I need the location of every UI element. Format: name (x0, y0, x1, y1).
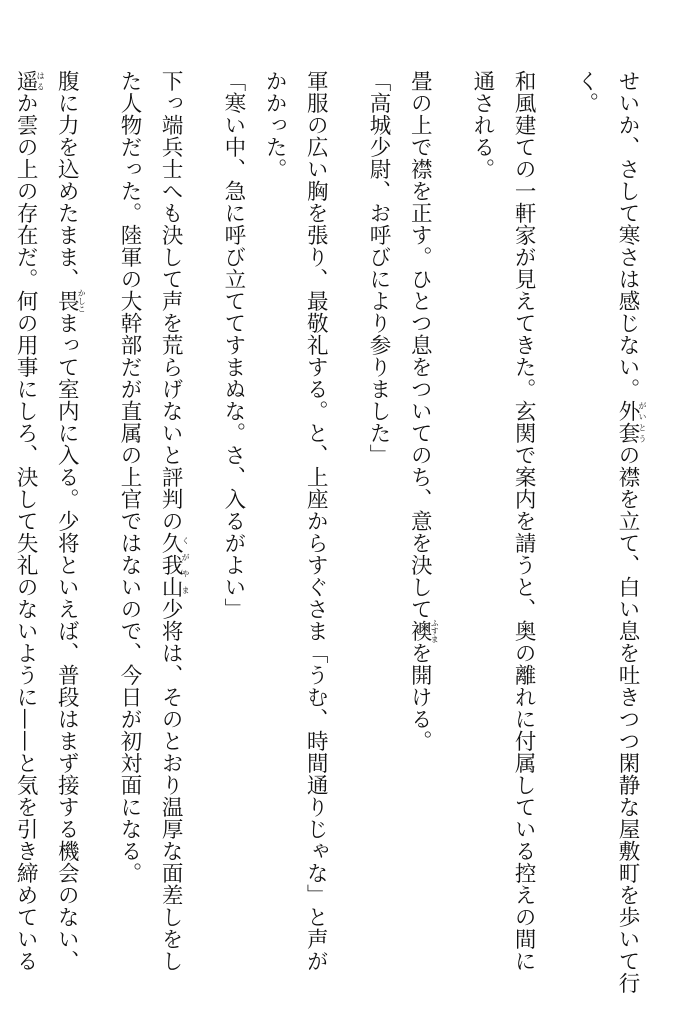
text-line (46, 70, 109, 970)
ruby-base: 遥 (13, 70, 39, 92)
text-line (566, 70, 607, 970)
text-segment: 畳の上で襟を正す。ひとつ息をついてのち、意を決して (407, 70, 433, 620)
ruby-annotation (615, 400, 647, 444)
ruby-reading: ふすま (430, 619, 440, 643)
text-segment: 「高城少尉、お呼びにより参りました」 (365, 70, 391, 466)
text-segment: 和風建ての一軒家が見えてきた。玄関で案内を請うと、奥の離れに付属している控えの間に (511, 70, 537, 972)
ruby-reading: くがやま (181, 532, 191, 598)
text-segment: 下っ端兵士へも決して声を荒らげないと評判の (158, 70, 184, 532)
text-segment: か雲の上の存在だ。何の用事にしろ、決して失礼のないように——と気を引き締めている (13, 92, 39, 972)
text-line (0, 70, 5, 970)
ruby-reading: がいとう (638, 400, 647, 444)
ruby-reading: はる (36, 70, 46, 92)
text-line (254, 70, 295, 970)
text-line (213, 70, 254, 970)
text-segment: 少将は、そのとおり温厚な面差しをし (158, 598, 184, 972)
text-segment: 通される。 (469, 70, 495, 180)
ruby-base: 襖 (407, 619, 433, 643)
text-segment: の襟を立て、白い息を吐きつつ閑静な屋敷町を歩いて行 (615, 444, 640, 994)
text-segment: せいか、さして寒さは感じない。 (615, 70, 640, 400)
text-segment: まって室内に入る。少将といえば、普段はまず接する機会のない、 (54, 312, 80, 972)
text-segment: かかった。 (262, 70, 288, 180)
ruby-base: 外套 (615, 400, 640, 444)
ruby-base: 畏 (54, 289, 80, 313)
text-line (5, 70, 46, 970)
vertical-text-block (0, 70, 648, 994)
text-line (358, 70, 399, 970)
text-segment: く。 (573, 70, 599, 114)
ruby-annotation (158, 532, 191, 598)
text-segment: 「寒い中、急に呼び立ててすまぬな。さ、入るがよい」 (220, 70, 246, 620)
text-line (109, 70, 150, 970)
ruby-annotation (407, 619, 440, 643)
text-segment: た人物だった。陸軍の大幹部だが直属の上官ではないので、今日が初対面になる。 (116, 70, 142, 884)
ruby-annotation (13, 70, 46, 92)
text-segment: 軍服の広い胸を張り、最敬礼する。と、上座からすぐさま「うむ、時間通りじゃな」と声が (303, 70, 329, 972)
text-line (295, 70, 358, 970)
ruby-base: 久我山 (158, 532, 184, 598)
text-segment: 腹に力を込めたまま、 (54, 70, 80, 290)
text-line (607, 70, 648, 994)
text-line (462, 70, 503, 970)
ruby-annotation (54, 289, 87, 313)
text-line (150, 70, 213, 970)
text-line (503, 70, 566, 970)
text-line (399, 70, 462, 970)
ruby-reading: かしこ (77, 289, 87, 313)
text-segment: を開ける。 (407, 642, 433, 752)
